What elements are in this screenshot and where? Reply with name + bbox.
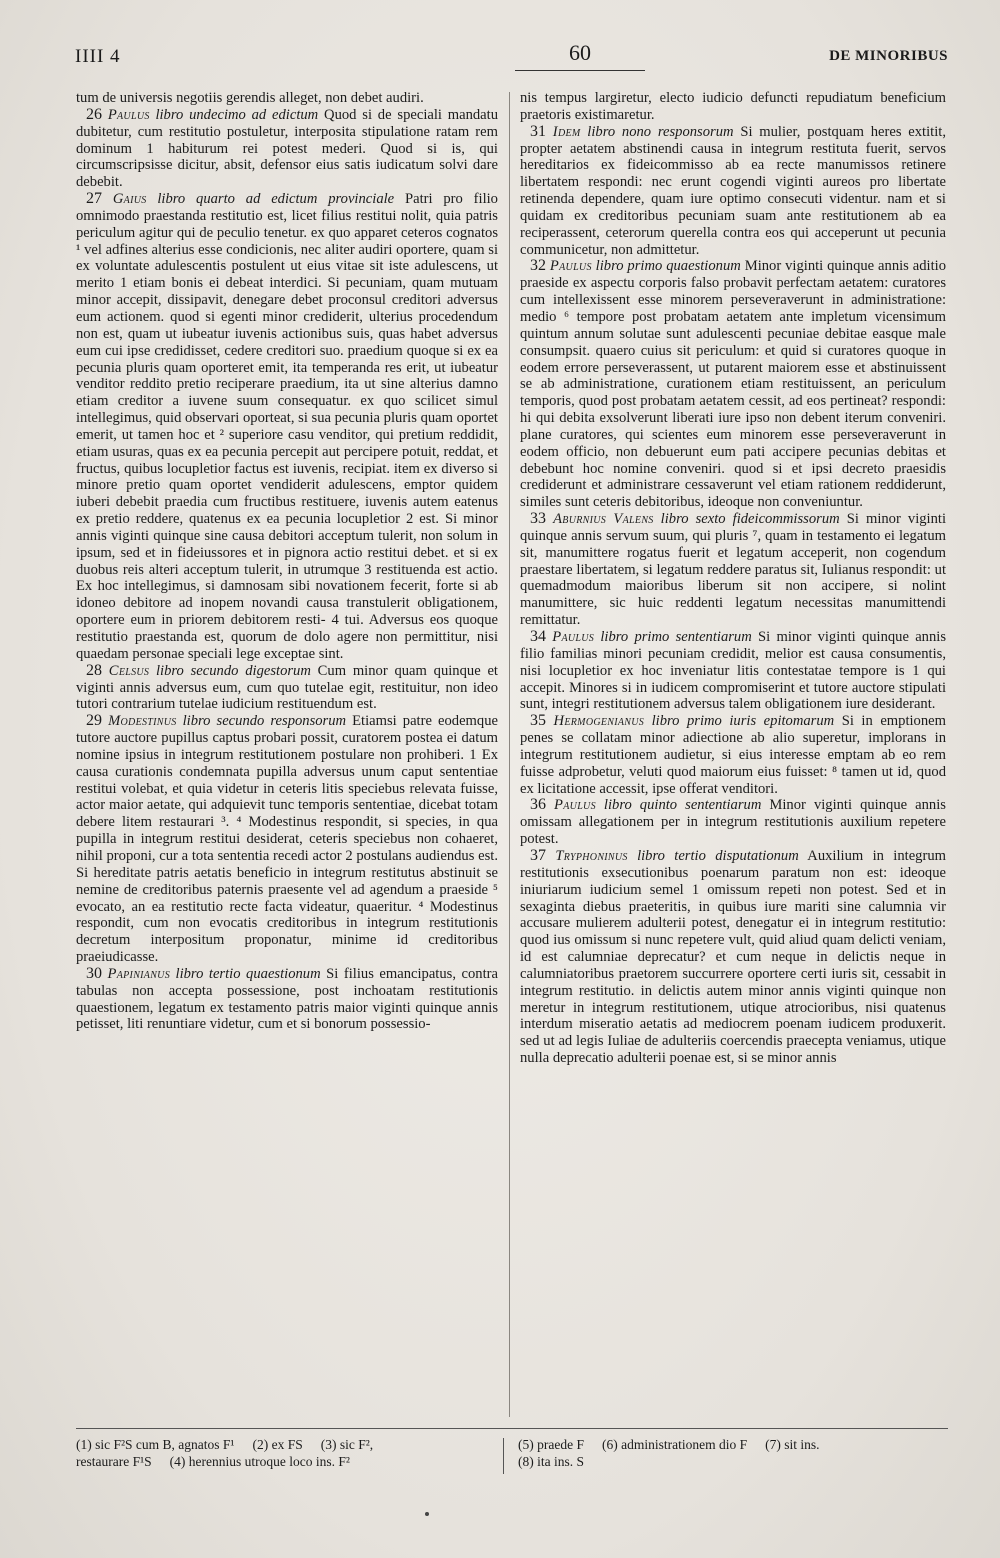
fragment-number: 37 [530,846,546,864]
footnote-line [518,1436,948,1453]
page-mark [425,1512,429,1516]
jurist-name: Gaius [112,191,147,208]
fragment-number: 27 [86,190,102,208]
fragment-number: 32 [530,257,546,275]
fragment-number: 36 [530,796,546,814]
footnote: (8) ita ins. S [518,1454,584,1469]
work-citation: libro undecimo ad edictum [155,106,319,123]
jurist-name: Paulus [554,797,596,814]
work-citation: libro nono responsorum [587,123,734,140]
running-title: DE MINORIBUS [829,48,948,64]
work-citation: libro sexto fideicommissorum [660,511,840,528]
paragraph [520,124,946,259]
work-citation: libro secundo digestorum [156,662,311,679]
paragraph [76,663,498,714]
jurist-name: Hermogenianus [553,713,645,730]
work-citation: libro tertio disputationum [637,847,799,864]
fragment-number: 35 [530,712,546,730]
footnote-rule [76,1428,948,1429]
paragraph [520,258,946,511]
work-citation: libro primo quaestionum [595,258,741,275]
paragraph-text: tum de universis negotiis gerendis alleget, non debet audiri. [76,90,424,106]
work-citation: libro quinto sententiarum [603,797,762,814]
section-marker: IIII 4 [75,46,121,67]
paragraph [520,511,946,629]
paragraph [76,191,498,663]
paragraph-text: Minor viginti quinque annis omissam allegationem per in integrum restitutionis auxilium repetere potest. [520,797,946,848]
fragment-number: 31 [530,122,546,140]
fragment-number: 34 [530,628,546,645]
footnotes-right [518,1436,948,1470]
footnote: (3) sic F², [320,1437,374,1452]
jurist-name: Paulus [549,258,592,275]
jurist-name: Modestinus [108,713,177,730]
right-text-column [520,90,946,1067]
paragraph [520,713,946,797]
jurist-name: Paulus [107,106,150,123]
paragraph-text: Auxilium in integrum restitutionis exsecutionibus poenarum paratum non est: ideoque iniuriarum iudicium semel 1 omissum repeti non potest. Sed et in sexaginta diebus praeteritis, in quibus iure mariti sine calumnia vir accusare mulierem adulterii potest, denegatur ei in integrum restitutio: quod ius omissum si nunc repetere vult, quid aliud quam delicti veniam, id est calumniae deprecatur? et cum neque in delictis neque in calumniatoribus praetorem succurrere oportere certi iuris sit, cessabit in integrum restitutio. in delictis autem minor annis viginti quinque non meretur in integrum restitutionem, utique atrocioribus, nisi quatenus interdum miseratio aetatis ad mediocrem poenam iudicem produxerit. sed ut ad legis Iuliae de adulteriis coercendis praecepta veniamus, utique nulla deprecatio adulterii poenae est, si se minor annis [520,847,946,1067]
footnote-line [76,1436,506,1453]
footnote-line [76,1453,506,1470]
jurist-name: Celsus [108,662,150,679]
jurist-name: Idem [552,123,581,140]
footnote-line [518,1453,948,1470]
paragraph-text: Quod si de speciali mandatu dubitetur, cum restitutio postuletur, interposita stipulatione ratam rem dominum 1 habiturum rei potest mederi. Quod si is, qui circumscripsisse dicitur, absit, defensor eius satis iudicatum solvi dare debebit. [76,106,499,191]
paragraph [520,797,946,848]
footnote: (6) administrationem dio F [601,1437,748,1452]
paragraph [76,107,498,191]
paragraph [76,713,498,966]
left-text-column [76,90,498,1033]
footnote: (5) praede F [518,1437,584,1452]
paragraph-text: Si minor viginti quinque annis filio familias minori pecuniam credidit, melior est causa consumentis, nisi locupletior ex hoc inveniatur litis contestatae tempore is 1 qui accepit. Minores si in iudicem compromiserint et tutore auctore stipulati sunt, integri restitutionem adversus talem obligationem iure desiderant. [520,629,947,713]
work-citation: libro tertio quaestionum [175,965,321,982]
jurist-name: Aburnius Valens [553,511,654,528]
paragraph [520,629,946,713]
fragment-number: 26 [86,105,102,123]
paragraph-text: nis tempus largiretur, electo iudicio defuncti repudiatum beneficium praetoris existimaretur. [520,90,946,123]
paragraph [520,90,946,124]
work-citation: libro secundo responsorum [182,713,347,730]
paragraph-text: Etiamsi patre eodemque tutore auctore pupillus captus probari possit, curatorem postea ei datum nomine ipsius in integrum restitutionem postulare non prohiberi. 1 Ex causa curationis condemnata pupilla adversus unum caput sententiae restitui volebat, et quia videtur in ceteris litis speciebus relevata fuisse, actor maior aetate, qui adquievit tunc temporis sententiae, dicebat totam debere litem restaurari ³. ⁴ Modestinus respondit, si species, in qua pupilla in integrum restitui desiderat, ceteris speciebus non cohaeret, nihil proponi, cur a tota sententia recedi actor 2 postulans audiendus est. Si hereditate patris aetatis beneficio in integrum restitutus abstinuit se nemine de creditoribus paternis praesente vel ad agendum a praeside ⁵ evocato, an ea restitutio recte facta videatur, quaeritur. ⁴ Modestinus respondit, cum non evocatis creditoribus in integrum restitutionis decretum interpositum proponatur, minime id creditoribus praeiudicasse. [76,713,498,966]
footnote: (2) ex FS [252,1437,303,1452]
footnotes-left [76,1436,506,1470]
paragraph-text: Si in emptionem penes se collatam minor adiectione ab alio superetur, implorans in integrum restitutionem audietur, si eius interesse emptam ab eo rem fuisse adprobetur, veluti quod maiorum eius fuisset: ⁸ tamen ut id, quod ex licitatione accessit, ipse offerat venditori. [520,713,946,797]
jurist-name: Paulus [552,629,595,645]
column-divider [509,92,510,1417]
work-citation: libro quarto ad edictum provinciale [157,191,395,208]
paragraph-text: Cum minor quam quinque et viginti annis adversus eum, cum quo tutelae egit, restituitur, non ideo tutori contrarium tutelae iudicium restituendum est. [76,662,498,713]
paragraph-text: Si filius emancipatus, contra tabulas non accepta possessione, post inchoatam restitutionis quaestionem, legatum ex testamento patris maior viginti quinque annis petisset, liti renuntiare videtur, cum et si bonorum possessio- [76,965,498,1033]
fragment-number: 30 [86,964,102,982]
page-number: 60 [569,40,591,65]
footnote: (1) sic F²S cum B, agnatos F¹ [76,1437,235,1452]
paragraph-text: Si mulier, postquam heres extitit, propter aetatem abstinendi causa in integrum restituta fuerit, servos hereditarios ex fideicommisso ab ea recte manumissos retinere libertatem respondi: nec erunt cogendi viginti aureos pro libertate retinenda dependere, quam iure optimo consecuti videntur. nam et si quidam ex creditoribus pecuniam suam ante restitutionem ab ea reciperassent, ceterorum querella contra eos qui acceperunt ut pecunia communicetur, non admittetur. [520,123,946,258]
paragraph [76,90,498,107]
work-citation: libro primo iuris epitomarum [651,713,835,730]
footnote: (7) sit ins. [765,1437,820,1452]
jurist-name: Tryphoninus [555,847,628,864]
fragment-number: 33 [530,510,546,528]
paragraph-text: Patri pro filio omnimodo praestanda restitutio est, licet filius restitui nolit, quia patris periculum agitur qui de peculio tenetur. ex quo apparet ceteros cognatos ¹ vel adfines alterius esse condicionis, nec aliter audiri oportere, quam si ex voluntate adulescentis postulent ut eius vitae sit iste adulescens, ut merito 1 etiam bonis ei debeat interdici. Si pecuniam, quam mutuam minor accepit, dissipavit, denegare debet proconsul creditori adversus eum actionem. quod si egenti minor crediderit, ulterius procedendum non est, quam ut iubeatur iuvenis actionibus suis, quas habet adversus eum cui ipse credidisset, cedere creditori suo. praedium quoque si ex ea pecunia pluris quam oporteret emit, ita temperanda res erit, ut iubeatur venditor reddito pretio reciperare praedium, ita ut sine alterius damno etiam creditor a iuvene suum consequatur. ex quo scilicet simul intellegimus, quid observari oporteat, si sua pecunia pluris quam oportet emerit, ut tamen hoc et ² superiore casu venditor, qui pretium reddidit, etiam usuras, quas ex ea pecunia percepit aut percipere potuit, reddat, et fructus, quibus locupletior factus est iuvenis, recipiat. item ex diverso si minore pretio quam oportet vendiderit adulescens, emptor quidem iuberi debebit praedia cum fructibus restituere, iuvenis autem eatenus ex pretio reddere, quatenus ex ea pecunia locupletior 2 est. Si minor annis viginti quinque sine causa debitori acceptum tulerit, non solum in ipsum, sed et in fideiussores et in pignora actio restitui debet. et si ex duobus reis alteri acceptum tulerit, in utrumque 3 restituenda est actio. Ex hoc intellegimus, si damnosam sibi novationem fecerit, forte si ab idoneo debitore ad inopem novandi causa transtulerit obligationem, oportere eum in priorem debitorem resti- 4 tui. Adversus eos quoque restitutio praestanda est, quorum de dolo agere non permittitur, nisi quaedam personae speciali lege exceptae sint. [76,191,498,662]
paragraph-text: Minor viginti quinque annis aditio praeside ex aspectu corporis falso probavit perfectam aetatem: curatores cum intellexissent esse minorem perseveraverunt in administratione: medio ⁶ tempore post probatam aetatem ante impletum vicensimum quintum annum solutae sunt adulescenti pecuniae debitae easque male consumpsit. quaero cuius sit periculum: et quid si curatores quoque in eodem errore perseverassent, ut putarent maiorem esse et abstinuissent se ab administratione, curationem etiam restituissent, an periculum temporis, quod post probatam aetatem cessit, ad eos pertineat? respondi: hi qui debita exsolverunt liberati iure ipso non debent iterum conveniri. plane curatores, qui scientes eum minorem esse perseveraverunt in eodem officio, non debuerunt eum pati accipere pecunias debitas et debebunt hoc nomine conveniri. quod si et ipsi decreto praesidis crediderunt et administrare cessaverunt vel etiam rationem reddiderunt, similes sunt ceteris debitoribus, ideoque non conveniuntur. [520,258,947,511]
jurist-name: Papinianus [107,965,170,982]
page-header [75,40,948,74]
footnote: restaurare F¹S [76,1454,152,1469]
fragment-number: 29 [86,712,102,730]
header-rule [515,70,645,71]
footnote-divider [503,1438,504,1474]
paragraph-text: Si minor viginti quinque annis servum suum, qui pluris ⁷, quam in testamento ei legatum sit, manumittere rogatus fuerit et legatum acceperit, non cogendum praestare libertatem, si legatum reddere paratus sit, Iulianus respondit: ut quemadmodum maioribus liberum sit non accipere, si nolint manumittere, sic huic reddenti legatum necessitas manumittendi remittatur. [520,511,947,629]
fragment-number: 28 [86,661,102,679]
paragraph [76,966,498,1033]
footnote: (4) herennius utroque loco ins. F² [169,1454,350,1469]
paragraph [520,848,946,1067]
work-citation: libro primo sententiarum [600,629,752,645]
